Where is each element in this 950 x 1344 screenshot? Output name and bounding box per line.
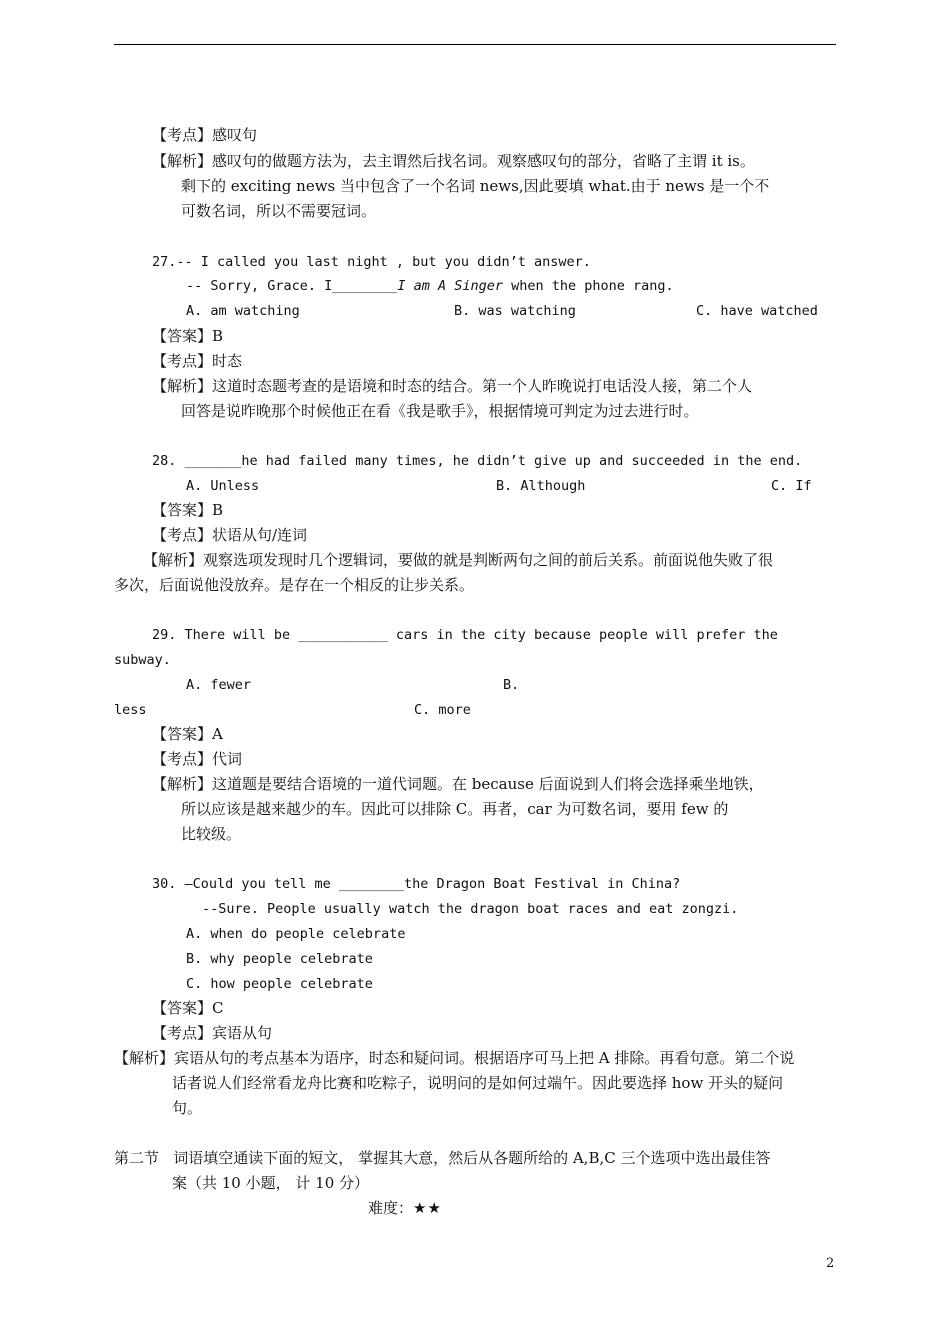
option-a: A. fewer <box>186 677 252 693</box>
kaodian-label: 【考点】代词 <box>152 750 243 768</box>
kaodian-label: 【考点】感叹句 <box>152 126 258 144</box>
jiexi-text: 所以应该是越来越少的车。因此可以排除 C。再者，car 为可数名词，要用 few 的 <box>181 800 729 818</box>
kaodian-label: 【考点】宾语从句 <box>152 1024 273 1042</box>
option-c: C. more <box>414 702 471 718</box>
header-rule <box>114 44 836 45</box>
jiexi-text: 【解析】这道时态题考查的是语境和时态的结合。第一个人昨晚说打电话没人接，第二个人 <box>152 377 753 395</box>
question-27-blank-text: -- Sorry, Grace. I________ <box>186 278 398 294</box>
option-c: C. how people celebrate <box>186 976 373 992</box>
jiexi-text: 句。 <box>172 1099 203 1117</box>
option-b-text: less <box>114 702 147 718</box>
option-c: C. have watched <box>696 303 818 319</box>
jiexi-text: 多次，后面说他没放弃。是存在一个相反的让步关系。 <box>114 576 475 594</box>
section-heading-cont: 案（共 10 小题， 计 10 分） <box>172 1174 370 1192</box>
question-30-stem: 30. –Could you tell me ________the Dragon Boat Festival in China? <box>152 876 681 892</box>
jiexi-text: 剩下的 exciting news 当中包含了一个名词 news,因此要填 what.由于 news 是一个不 <box>181 177 770 195</box>
question-28-stem: 28. _______he had failed many times, he didn’t give up and succeeded in the end. <box>152 453 803 469</box>
option-a: A. when do people celebrate <box>186 926 406 942</box>
question-29-stem-cont: subway. <box>114 652 171 668</box>
question-27-tail: when the phone rang. <box>503 278 674 294</box>
section-heading: 第二节 词语填空通读下面的短文， 掌握其大意，然后从各题所给的 A,B,C 三个选项中选出最佳答 <box>114 1149 771 1167</box>
answer-label: 【答案】B <box>152 501 224 519</box>
option-b: B. was watching <box>454 303 576 319</box>
question-30-dialog: --Sure. People usually watch the dragon boat races and eat zongzi. <box>202 901 739 917</box>
answer-label: 【答案】B <box>152 327 224 345</box>
option-b: B. why people celebrate <box>186 951 373 967</box>
answer-label: 【答案】C <box>152 999 224 1017</box>
answer-label: 【答案】A <box>152 725 223 743</box>
jiexi-text: 比较级。 <box>181 825 242 843</box>
option-a: A. am watching <box>186 303 300 319</box>
option-b: B. Although <box>496 478 586 494</box>
question-27-italic-title: I am A Singer <box>397 278 503 294</box>
jiexi-text: 可数名词，所以不需要冠词。 <box>181 202 377 220</box>
question-29-stem: 29. There will be ___________ cars in the city because people will prefer the <box>152 627 778 643</box>
kaodian-label: 【考点】状语从句/连词 <box>152 526 308 544</box>
option-a: A. Unless <box>186 478 260 494</box>
jiexi-text: 【解析】感叹句的做题方法为，去主谓然后找名词。观察感叹句的部分，省略了主谓 it is。 <box>152 152 755 170</box>
difficulty-label: 难度： <box>368 1199 414 1217</box>
option-b: B. <box>503 677 520 693</box>
jiexi-text: 【解析】观察选项发现时几个逻辑词，要做的就是判断两句之间的前后关系。前面说他失败了很 <box>143 551 774 569</box>
jiexi-text: 回答是说昨晚那个时候他正在看《我是歌手》，根据情境可判定为过去进行时。 <box>181 402 699 420</box>
question-27-dialog <box>186 276 674 296</box>
jiexi-text: 【解析】宾语从句的考点基本为语序，时态和疑问词。根据语序可马上把 A 排除。再看句意。第二个说 <box>114 1049 795 1067</box>
kaodian-label: 【考点】时态 <box>152 352 243 370</box>
question-27-stem: 27.-- I called you last night , but you didn’t answer. <box>152 254 591 270</box>
star-icon: ★★ <box>413 1199 442 1217</box>
jiexi-text: 【解析】这道题是要结合语境的一道代词题。在 because 后面说到人们将会选择乘坐地铁， <box>152 775 764 793</box>
page-number: 2 <box>826 1256 835 1271</box>
difficulty <box>368 1198 442 1218</box>
option-c: C. If <box>771 478 812 494</box>
jiexi-text: 话者说人们经常看龙舟比赛和吃粽子，说明问的是如何过端午。因此要选择 how 开头的疑问 <box>172 1074 784 1092</box>
